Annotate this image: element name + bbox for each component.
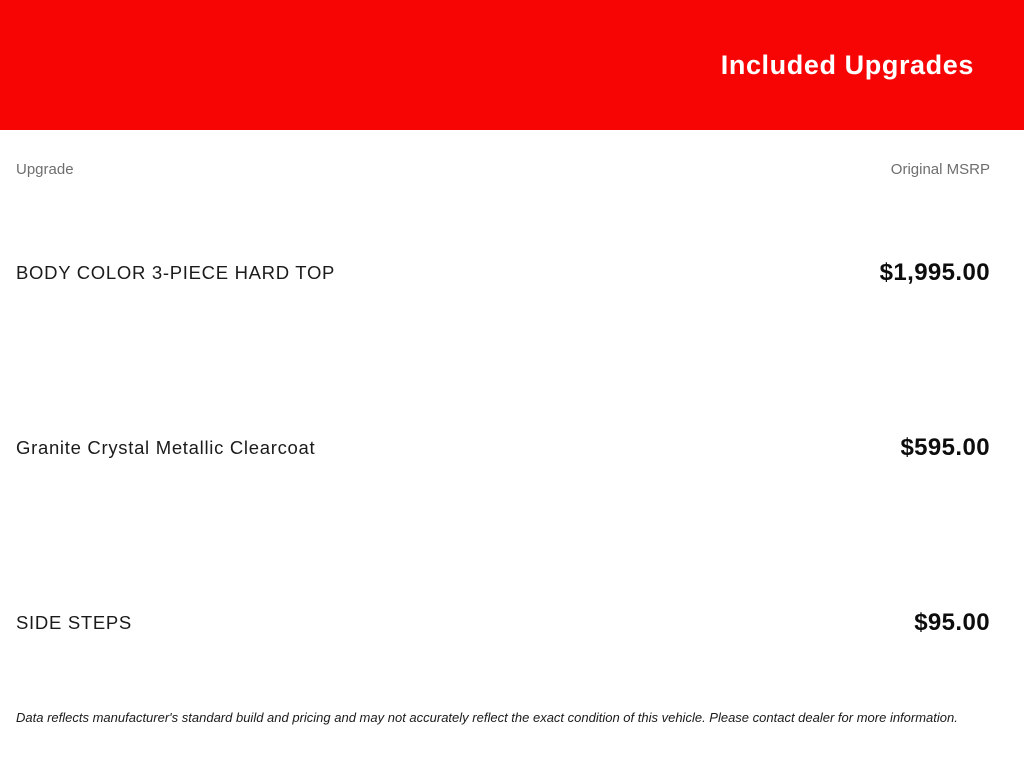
upgrade-name: Granite Crystal Metallic Clearcoat	[16, 436, 316, 458]
upgrade-rows	[16, 185, 990, 710]
upgrade-name: BODY COLOR 3-PIECE HARD TOP	[16, 261, 336, 283]
upgrade-price: $595.00	[900, 433, 990, 461]
table-column-headers	[16, 130, 990, 179]
column-header-original-msrp: Original MSRP	[890, 161, 990, 178]
page-title: Included Upgrades	[720, 49, 974, 80]
table-row	[16, 185, 990, 360]
column-header-upgrade: Upgrade	[16, 161, 74, 178]
upgrades-table	[0, 130, 1024, 726]
upgrade-price: $1,995.00	[879, 258, 990, 286]
table-row	[16, 360, 990, 535]
table-row	[16, 535, 990, 710]
upgrade-price: $95.00	[914, 608, 990, 636]
upgrade-name: SIDE STEPS	[16, 611, 132, 633]
header-banner	[0, 0, 1024, 130]
pricing-disclaimer: Data reflects manufacturer's standard build and pricing and may not accurately reflect the exact condition of this vehicle. Please contact dealer for more information.	[16, 710, 958, 725]
